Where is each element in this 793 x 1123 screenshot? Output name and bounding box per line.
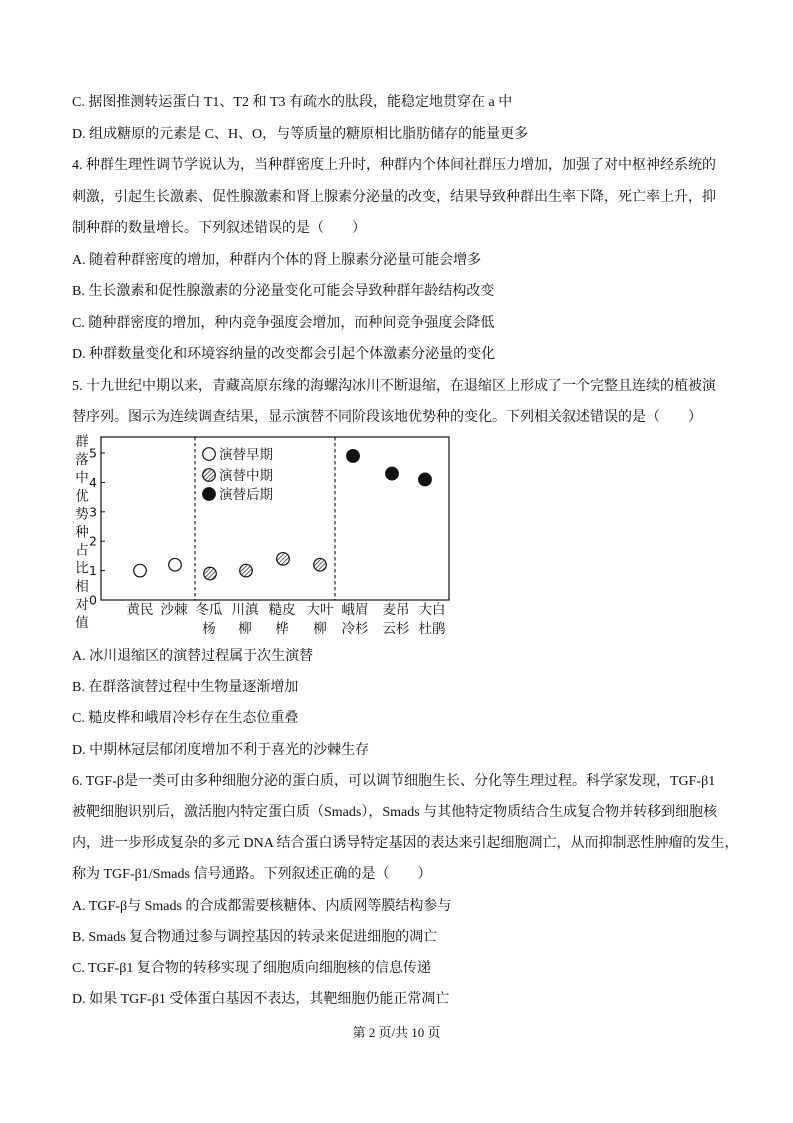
q4-stem-line-2: 刺激，引起生长激素、促性腺激素和肾上腺素分泌量的改变，结果导致种群出生率下降，死亡率上升，抑 [72, 189, 716, 205]
legend-label-late-stage: 演替后期 [219, 487, 273, 503]
q4-stem-line-3: 制种群的数量增长。下列叙述错误的是（ ） [72, 221, 366, 236]
q4-option-c: C. 随种群密度的增加，种内竞争强度会增加，而种间竞争强度会降低 [72, 315, 495, 331]
y-tick-label: 5 [89, 445, 97, 461]
y-axis-label: 群落中优势种占比相对值 [75, 434, 89, 631]
q5-option-d: D. 中期林冠层郁闭度增加不利于喜光的沙棘生存 [72, 742, 370, 758]
x-category-label: 冬瓜杨 [195, 602, 223, 637]
y-tick-label: 2 [89, 533, 97, 549]
legend-marker-late-stage [203, 488, 216, 501]
q6-option-d: D. 如果 TGF-β1 受体蛋白基因不表达，其靶细胞仍能正常凋亡 [72, 992, 450, 1008]
data-point-early-stage [169, 558, 182, 571]
data-point-late-stage [347, 450, 360, 463]
q4-stem-line-1: 4. 种群生理性调节学说认为，当种群密度上升时，种群内个体间社群压力增加，加强了对中枢神经系统的 [72, 158, 716, 173]
legend-label-early-stage: 演替早期 [219, 447, 273, 463]
legend-label-mid-stage: 演替中期 [219, 468, 273, 484]
q6-stem-line-3: 内，进一步形成复杂的多元 DNA 结合蛋白诱导特定基因的表达来引起细胞凋亡，从而抑制恶性肿瘤的发生， [72, 836, 739, 852]
q6-stem-line-4: 称为 TGF-β1/Smads 信号通路。下列叙述正确的是（ ） [72, 867, 432, 883]
succession-dominant-species-chart [72, 430, 458, 642]
text-block-upper [72, 87, 716, 434]
x-category-label: 麦吊云杉 [382, 602, 410, 637]
y-tick-label: 4 [89, 474, 97, 490]
q5-option-a: A. 冰川退缩区的演替过程属于次生演替 [72, 649, 314, 664]
x-category-label: 黄民 [126, 602, 154, 618]
q5-option-b: B. 在群落演替过程中生物量逐渐增加 [72, 680, 299, 696]
q4-option-b: B. 生长激素和促性腺激素的分泌量变化可能会导致种群年龄结构改变 [72, 284, 495, 299]
x-category-label: 沙棘 [160, 602, 188, 618]
data-point-late-stage [419, 473, 432, 486]
x-category-label: 大白杜鹃 [418, 602, 446, 637]
q4-option-a: A. 随着种群密度的增加，种群内个体的肾上腺素分泌量可能会增多 [72, 252, 482, 268]
q4-option-d: D. 种群数量变化和环境容纳量的改变都会引起个体激素分泌量的变化 [72, 347, 496, 362]
data-point-mid-stage [314, 558, 327, 571]
legend-marker-early-stage [203, 448, 216, 461]
text-block-lower [72, 641, 739, 1015]
y-tick-label: 3 [89, 504, 97, 520]
page-number-footer: 第 2 页/共 10 页 [352, 1025, 441, 1040]
data-point-early-stage [134, 564, 147, 577]
x-category-label: 糙皮桦 [268, 602, 296, 637]
q3-option-c: C. 据图推测转运蛋白 T1、T2 和 T3 有疏水的肽段，能稳定地贯穿在 a 中 [72, 95, 513, 110]
y-tick-label: 1 [89, 563, 97, 579]
legend-marker-mid-stage [203, 469, 216, 482]
data-point-mid-stage [240, 564, 253, 577]
x-category-label: 川滇柳 [231, 602, 259, 637]
data-point-mid-stage [277, 553, 290, 566]
x-category-label: 大叶柳 [306, 602, 334, 637]
q5-stem-line-2: 替序列。图示为连续调查结果，显示演替不同阶段该地优势种的变化。下列相关叙述错误的是（ ） [72, 410, 702, 425]
y-tick-label: 0 [89, 592, 97, 608]
q6-stem-line-2: 被靶细胞识别后，激活胞内特定蛋白质（Smads），Smads 与其他特定物质结合生成复合物并转移到细胞核 [72, 805, 718, 821]
q6-option-b: B. Smads 复合物通过参与调控基因的转录来促进细胞的凋亡 [72, 929, 438, 945]
q3-option-d: D. 组成糖原的元素是 C、H、O，与等质量的糖原相比脂肪储存的能量更多 [72, 126, 529, 142]
q6-option-a: A. TGF-β与 Smads 的合成都需要核糖体、内质网等膜结构参与 [72, 898, 452, 914]
data-point-late-stage [386, 467, 399, 480]
q6-option-c: C. TGF-β1 复合物的转移实现了细胞质向细胞核的信息传递 [72, 961, 431, 977]
q5-option-c: C. 糙皮桦和峨眉冷杉存在生态位重叠 [72, 711, 299, 727]
x-category-label: 峨眉冷杉 [341, 602, 369, 637]
plot-frame [101, 437, 449, 600]
succession-scatter-plot [72, 430, 458, 642]
q5-stem-line-1: 5. 十九世纪中期以来，青藏高原东缘的海螺沟冰川不断退缩，在退缩区上形成了一个完整且连续的植被演 [72, 378, 716, 394]
data-point-mid-stage [204, 567, 217, 580]
q6-stem-line-1: 6. TGF-β是一类可由多种细胞分泌的蛋白质，可以调节细胞生长、分化等生理过程。科学家发现，TGF-β1 [72, 773, 716, 789]
